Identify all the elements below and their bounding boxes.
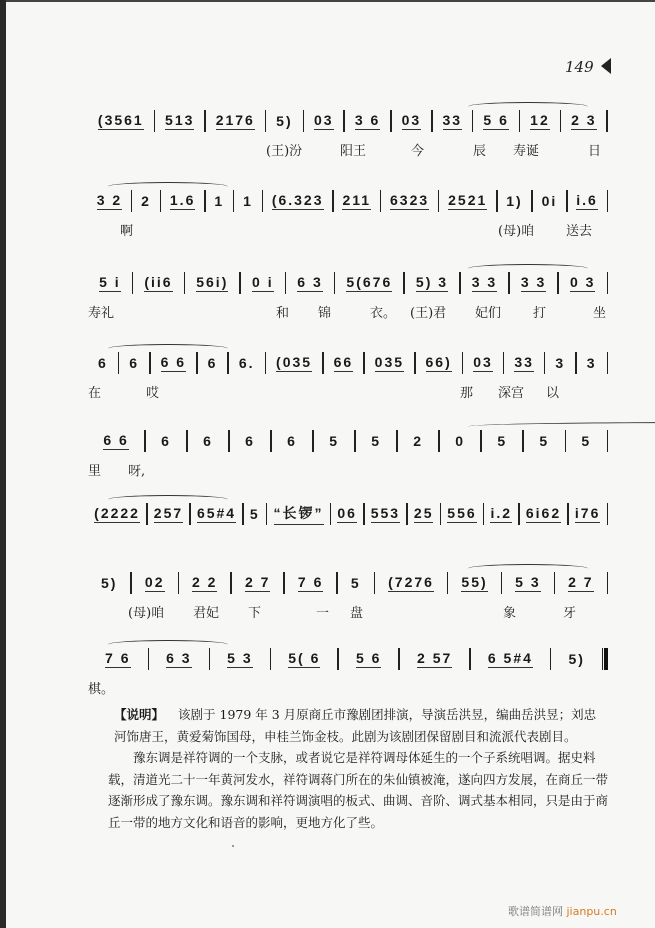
measure-notes: 66	[333, 354, 354, 370]
measure-notes: 5(676	[346, 274, 393, 290]
measure	[533, 190, 566, 212]
measure	[440, 430, 481, 452]
measure	[210, 648, 270, 670]
measure-notes: 211	[342, 192, 372, 208]
measure-notes: 6 6	[160, 354, 187, 370]
measure	[375, 572, 447, 594]
measure	[286, 272, 334, 294]
measure-notes: 2176	[215, 112, 255, 128]
measure-notes: 5	[581, 432, 592, 449]
measure	[88, 648, 148, 670]
measure-notes: 5 i	[99, 274, 121, 290]
measure-notes: 5)	[568, 650, 585, 667]
measure-notes: (7276	[388, 574, 434, 590]
lyric: 象	[503, 606, 517, 621]
measure-notes: 6	[98, 354, 108, 371]
measure-notes: 5	[539, 432, 550, 449]
measure	[335, 272, 403, 294]
measure-notes: 66)	[425, 354, 452, 370]
notes-line	[88, 503, 608, 525]
measure-notes: (6.323	[271, 192, 324, 208]
notes-paragraph-1	[114, 704, 608, 747]
measure	[416, 352, 462, 374]
measure-notes: 257	[153, 505, 184, 521]
notes-line	[88, 572, 608, 594]
lyric: 寿诞	[513, 144, 540, 159]
lyric: 和	[276, 306, 290, 321]
lyric: 锦	[318, 306, 332, 321]
measure-notes: 03	[401, 112, 422, 128]
measure-notes: 6i62	[525, 505, 562, 521]
notes-paragraph-2: 豫东调是祥符调的一个支脉，或者说它是祥符调母体延生的一个子系统唱调。据史料载，清道光二十一年黄河发水，祥符调蒋门所在的朱仙镇被淹，遂向四方发展，在商丘一带逐渐形成了豫东调。豫东调和祥符调演唱的板式、曲调、音阶、调式基本相同，只是由于商丘一带的地方文化和语音的影响，更地方化了些。	[108, 750, 609, 830]
notes-line	[88, 430, 608, 452]
lyric: (母)咱	[498, 224, 535, 239]
lyric: 呀,	[128, 464, 146, 479]
measure	[132, 572, 178, 594]
measure-notes: 5 6	[483, 112, 509, 128]
measure	[285, 572, 336, 594]
measure-notes: 65#4	[196, 505, 237, 521]
measure-notes: 553	[370, 505, 401, 521]
measure	[551, 648, 602, 670]
lyric: 盘	[350, 606, 364, 621]
lyric: (王)君	[410, 306, 447, 321]
measure-notes: 3 2	[96, 192, 123, 208]
score-row	[88, 262, 608, 332]
lyrics-line	[88, 382, 608, 402]
slur-arc	[108, 344, 228, 353]
barline	[607, 430, 609, 452]
measure-notes: 5 3	[515, 574, 541, 590]
measure-notes: 5	[329, 432, 339, 449]
lyric: 哎	[146, 386, 160, 401]
measure	[405, 272, 459, 294]
lyric: 坐	[593, 306, 607, 321]
watermark	[508, 903, 617, 919]
measure-notes: 0 i	[252, 274, 274, 290]
measure-notes: 6323	[390, 192, 430, 208]
measure-notes: 7 6	[297, 574, 324, 590]
measure-notes: 1.6	[169, 192, 196, 208]
measure-notes: 5	[249, 505, 260, 522]
measure-notes: 6 6	[103, 432, 129, 448]
slur-arc	[468, 102, 588, 111]
measure	[561, 110, 606, 132]
measure	[433, 110, 472, 132]
measure-notes: i76	[574, 505, 601, 521]
measure	[568, 190, 607, 212]
measure-notes: 2	[141, 192, 151, 209]
measure-notes: 0 3	[569, 274, 596, 290]
lyric: 棋。	[88, 682, 115, 697]
measure	[234, 190, 261, 212]
measure	[88, 272, 132, 294]
lyric: 那	[460, 386, 474, 401]
lyric: 啊	[120, 224, 134, 239]
measure-notes: 56i)	[196, 274, 229, 290]
measure-notes: 3 3	[471, 274, 498, 290]
measure	[400, 648, 469, 670]
measure-notes: 5	[497, 432, 508, 449]
measure	[146, 430, 187, 452]
measure-notes: 6 3	[297, 274, 323, 290]
measure-notes: 6	[287, 432, 297, 449]
measure	[504, 352, 544, 374]
measure	[448, 572, 500, 594]
measure-notes: 6.	[238, 354, 255, 371]
measure	[484, 503, 518, 525]
measure	[314, 430, 355, 452]
lyrics-line	[88, 533, 608, 553]
notes-line	[88, 110, 608, 132]
measure	[569, 503, 607, 525]
measure	[520, 110, 559, 132]
lyrics-line	[88, 140, 608, 160]
measure-notes: 2 7	[244, 574, 271, 590]
measure	[439, 190, 496, 212]
lyric: 妃们	[475, 306, 502, 321]
page-top-edge	[0, 0, 655, 2]
slur-arc	[108, 640, 228, 649]
slur-arc	[468, 564, 588, 573]
measure	[304, 110, 343, 132]
measure-notes: 5 3	[227, 650, 253, 666]
measure-notes: 6	[161, 432, 171, 449]
lyrics-line	[88, 460, 608, 480]
lyric: 辰	[473, 144, 487, 159]
score-row	[88, 100, 608, 170]
measure-notes: 513	[165, 112, 195, 128]
lyric: 日	[588, 144, 602, 159]
lyric: 牙	[563, 606, 577, 621]
measure	[482, 430, 523, 452]
explanation-notes	[108, 704, 608, 833]
measure	[345, 110, 390, 132]
barline	[607, 352, 609, 374]
measure-notes: 2 2	[191, 574, 218, 590]
measure-notes: 6	[203, 432, 213, 449]
measure-notes: i.6	[576, 192, 598, 208]
measure	[559, 272, 607, 294]
measure	[272, 430, 313, 452]
notes-line	[88, 648, 608, 670]
measure-notes: 6	[129, 354, 140, 371]
measure-notes: 02	[144, 574, 165, 590]
slur-arc	[108, 495, 228, 504]
lyric: 一	[316, 606, 330, 621]
measure	[471, 648, 550, 670]
measure	[555, 572, 606, 594]
score-row	[88, 562, 608, 632]
lyric: 打	[533, 306, 547, 321]
measure-notes: 6 5#4	[487, 650, 533, 666]
measure	[185, 272, 239, 294]
measure	[88, 110, 154, 132]
measure	[161, 190, 204, 212]
measure	[206, 190, 233, 212]
measure	[271, 648, 337, 670]
measure	[524, 430, 565, 452]
lyric: 君妃	[193, 606, 220, 621]
lyrics-line	[88, 678, 608, 698]
measure	[545, 352, 575, 374]
score-row	[88, 638, 608, 708]
lyric: (母)咱	[128, 606, 165, 621]
measure	[577, 352, 607, 374]
measure-notes: 5)	[100, 574, 118, 591]
measure	[441, 503, 483, 525]
measure	[198, 352, 228, 374]
measure	[331, 503, 363, 525]
measure-notes: 1)	[506, 192, 523, 209]
measure	[206, 110, 265, 132]
notes-line	[88, 272, 608, 294]
notes-text-1: 该剧于 1979 年 3 月原商丘市豫剧团排演，导演岳洪昱，编曲岳洪昱；刘忠河饰唐王，黄爱菊饰国母，申桂兰饰金枝。此剧为该剧团保留剧目和流派代表剧目。	[114, 707, 597, 744]
lyric: 里	[88, 464, 102, 479]
measure-notes: 5	[350, 574, 361, 591]
scan-speck	[232, 845, 234, 847]
barline	[607, 503, 609, 525]
measure-notes: i.2	[490, 505, 513, 521]
measure-notes: 55)	[461, 574, 488, 590]
barline	[607, 272, 609, 294]
measure	[88, 503, 146, 525]
notes-line	[88, 352, 608, 374]
measure	[365, 503, 407, 525]
measure-notes: 03	[313, 112, 334, 128]
measure	[188, 430, 229, 452]
measure-notes: 03	[473, 354, 493, 370]
measure	[191, 503, 242, 525]
measure	[229, 352, 265, 374]
measure	[148, 503, 190, 525]
measure-notes: (ii6	[144, 274, 173, 290]
barline	[607, 572, 609, 594]
measure-notes: 5)	[276, 112, 293, 129]
measure	[473, 110, 518, 132]
lyrics-line	[88, 602, 608, 622]
measure-notes: “长锣”	[274, 503, 324, 525]
measure-notes: 7 6	[105, 650, 131, 666]
notes-line	[88, 190, 608, 212]
measure	[151, 352, 196, 374]
score-row	[88, 420, 608, 490]
measure-notes: 2 57	[417, 650, 453, 666]
page-binding-edge	[0, 0, 6, 928]
measure-notes: 5	[371, 432, 382, 449]
measure-notes: 2521	[448, 192, 488, 208]
measure-notes: 2 7	[568, 574, 594, 590]
slur-arc	[468, 422, 655, 431]
measure	[267, 503, 329, 525]
lyric: (王)汾	[266, 144, 303, 159]
measure	[149, 648, 209, 670]
watermark-url: jianpu.cn	[566, 905, 617, 918]
measure	[266, 110, 302, 132]
measure	[88, 572, 130, 594]
measure-notes: 556	[447, 505, 477, 521]
measure-notes: (035	[276, 354, 313, 370]
measure-notes: 035	[374, 354, 405, 370]
lyric: 深宫	[498, 386, 525, 401]
measure	[88, 352, 118, 374]
measure-notes: 12	[530, 112, 550, 128]
measure-notes: 33	[514, 354, 534, 370]
measure-notes: 1	[214, 192, 225, 209]
measure-notes: 25	[413, 505, 434, 521]
measure-notes: 5) 3	[415, 274, 449, 290]
lyric: 阳王	[340, 144, 367, 159]
measure	[263, 190, 332, 212]
score-row	[88, 493, 608, 563]
lyrics-line	[88, 302, 608, 322]
measure-notes: (2222	[94, 505, 140, 521]
notes-label: 【说明】	[114, 707, 165, 722]
measure-notes: 1	[243, 192, 253, 209]
measure	[498, 190, 532, 212]
watermark-site-name: 歌谱简谱网	[508, 905, 563, 918]
measure	[155, 110, 204, 132]
measure	[244, 503, 266, 525]
measure	[119, 352, 149, 374]
measure	[338, 572, 374, 594]
lyrics-line	[88, 220, 608, 240]
lyric: 寿礼	[88, 306, 115, 321]
lyric: 以	[546, 386, 560, 401]
score-row	[88, 342, 608, 412]
barline	[607, 190, 609, 212]
measure	[132, 190, 159, 212]
measure	[230, 430, 271, 452]
measure	[398, 430, 439, 452]
left-arrow-marker-icon	[601, 58, 611, 74]
measure-notes: (3561	[97, 112, 144, 128]
measure-notes: 2	[413, 432, 424, 449]
measure-notes: 2 3	[571, 112, 597, 128]
measure	[392, 110, 431, 132]
lyric: 在	[88, 386, 102, 401]
measure	[133, 272, 183, 294]
measure-notes: 6 3	[166, 650, 192, 666]
lyric: 衣。	[370, 306, 397, 321]
measure	[179, 572, 230, 594]
measure	[241, 272, 285, 294]
measure-notes: 0	[455, 432, 466, 449]
page-number: 149	[565, 58, 594, 76]
measure	[88, 430, 144, 452]
measure	[334, 190, 380, 212]
barline	[606, 110, 608, 132]
measure-notes: 5( 6	[288, 650, 321, 666]
measure-notes: 3 6	[354, 112, 381, 128]
measure	[339, 648, 399, 670]
measure	[502, 572, 553, 594]
measure	[510, 272, 558, 294]
measure	[520, 503, 568, 525]
measure	[408, 503, 440, 525]
measure-notes: 0i	[541, 192, 558, 209]
score-row	[88, 180, 608, 250]
measure	[356, 430, 397, 452]
measure	[463, 352, 503, 374]
measure	[566, 430, 607, 452]
measure-notes: 5 6	[355, 650, 382, 666]
measure	[324, 352, 364, 374]
lyric: 今	[411, 144, 425, 159]
measure-notes: 3 3	[520, 274, 547, 290]
measure	[461, 272, 509, 294]
measure	[88, 190, 131, 212]
measure	[365, 352, 414, 374]
lyric: 送去	[566, 224, 593, 239]
measure	[232, 572, 283, 594]
lyric: 下	[248, 606, 262, 621]
slur-arc	[108, 182, 228, 191]
measure-notes: 3	[555, 354, 566, 371]
final-barline	[602, 648, 608, 670]
measure	[266, 352, 322, 374]
slur-arc	[468, 264, 588, 273]
measure-notes: 06	[337, 505, 357, 521]
measure-notes: 33	[442, 112, 463, 128]
measure-notes: 6	[245, 432, 255, 449]
measure-notes: 6	[207, 354, 218, 371]
measure	[381, 190, 438, 212]
measure-notes: 3	[586, 354, 597, 371]
